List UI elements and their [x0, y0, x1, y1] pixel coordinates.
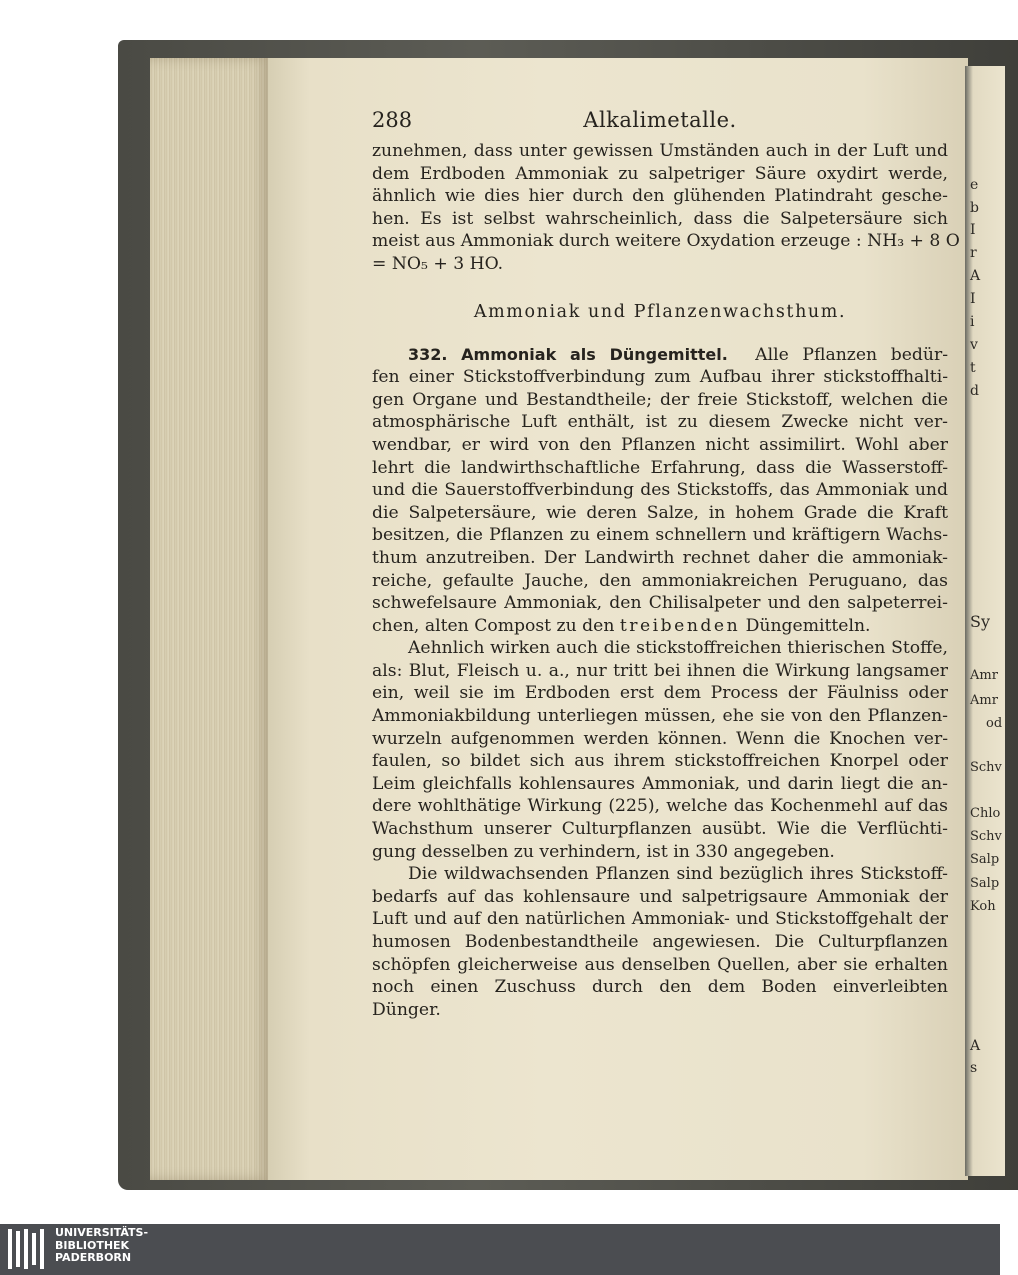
facing-page-fragment: t: [970, 360, 976, 376]
text-fragment: chen, alten Compost zu den: [372, 615, 620, 636]
text-line: thum anzutreiben. Der Landwirth rechnet daher die ammoniak-: [372, 547, 948, 568]
text-line: Aehnlich wirken auch die stickstoffreichen thierischen Stoffe,: [408, 638, 948, 659]
text-line: humosen Bodenbestandtheile angewiesen. Die Culturpflanzen: [372, 932, 948, 952]
section-number: 332.: [408, 344, 448, 364]
text-line: bedarfs auf das kohlensaure und salpetrigsaure Ammoniak der: [372, 886, 948, 907]
facing-page-fragment: s: [970, 1060, 978, 1076]
facing-page-fragment: Amr: [970, 668, 998, 683]
text-line: dere wohlthätige Wirkung (225), welche das Kochenmehl auf das: [372, 796, 948, 817]
text-line: schwefelsaure Ammoniak, den Chilisalpeter und den salpeterrei-: [372, 593, 948, 614]
page-text-block: [372, 108, 960, 1021]
facing-page-fragment: Schv: [970, 829, 1002, 844]
running-title: Alkalimetalle.: [583, 108, 737, 132]
page-edges: [150, 58, 270, 1180]
facing-page-fragment: i: [970, 314, 975, 330]
paragraph-332: [372, 344, 948, 638]
text-line: gung desselben zu verhindern, ist in 330 angegeben.: [372, 841, 835, 862]
logo-line: PADERBORN: [55, 1251, 132, 1264]
text-line: Leim gleichfalls kohlensaures Ammoniak, und darin liegt die an-: [372, 773, 948, 794]
text-line: [372, 344, 948, 367]
running-head: [372, 108, 948, 140]
text-line: hen. Es ist selbst wahrscheinlich, dass die Salpetersäure sich: [372, 208, 948, 229]
paragraph-2: [372, 637, 948, 863]
paragraph-3: [372, 863, 948, 1021]
text-line: faulen, so bildet sich aus ihrem stickstoffreichen Knorpel oder: [372, 751, 948, 772]
logo-line: BIBLIOTHEK: [55, 1238, 130, 1252]
text-line: ähnlich wie dies hier durch den glühenden Platindraht gesche-: [372, 186, 948, 207]
section-title: Ammoniak als Düngemittel.: [461, 344, 728, 364]
text-line: als: Blut, Fleisch u. a., nur tritt bei ihnen die Wirkung langsamer: [372, 660, 948, 681]
emphasized-word: treibenden: [619, 615, 741, 636]
library-logo-text[interactable]: [55, 1227, 148, 1265]
text-line: Dünger.: [372, 999, 441, 1020]
logo-line: UNIVERSITÄTS-: [55, 1226, 149, 1239]
facing-page-fragment: e: [970, 177, 979, 193]
library-logo-icon: [8, 1229, 48, 1271]
text-line: besitzen, die Pflanzen zu einem schnellern und kräftigern Wachs-: [372, 525, 948, 546]
facing-page-fragment: d: [970, 383, 979, 399]
text-line: = NO₅ + 3 HO.: [372, 253, 504, 274]
text-line: fen einer Stickstoffverbindung zum Aufbau ihrer stickstoffhalti-: [372, 367, 948, 388]
facing-page-fragment: Amr: [970, 693, 998, 708]
facing-page-fragment: Salp: [970, 852, 1000, 867]
text-line: [372, 615, 948, 638]
text-line: atmosphärische Luft enthält, ist zu diesem Zwecke nicht ver-: [372, 412, 948, 433]
page-number: 288: [372, 108, 413, 132]
facing-page-fragment: A: [970, 1038, 981, 1054]
section-heading: Ammoniak und Pflanzenwachsthum.: [473, 301, 847, 322]
facing-page-fragment: Sy: [970, 612, 990, 631]
text-line: reiche, gefaulte Jauche, den ammoniakreichen Peruguano, das: [372, 570, 948, 591]
facing-page-fragment: I: [970, 222, 976, 238]
intro-paragraph: [372, 140, 960, 276]
text-fragment: Düngemitteln.: [740, 615, 871, 636]
text-line: dem Erdboden Ammoniak zu salpetriger Säure oxydirt werde,: [372, 163, 948, 184]
text-line: gen Organe und Bestandtheile; der freie Stickstoff, welchen die: [372, 389, 948, 410]
facing-page-fragment: od: [986, 716, 1003, 731]
text-line: die Salpetersäure, wie deren Salze, in hohem Grade die Kraft: [372, 502, 948, 523]
text-line: wendbar, er wird von den Pflanzen nicht assimilirt. Wohl aber: [372, 434, 948, 455]
facing-page-fragment: b: [970, 200, 979, 216]
text-fragment: Alle Pflanzen bedür-: [755, 344, 949, 365]
text-line: lehrt die landwirthschaftliche Erfahrung, dass die Wasserstoff-: [372, 457, 948, 478]
facing-page-fragment: v: [970, 337, 978, 353]
text-line: ein, weil sie im Erdboden erst dem Process der Fäulniss oder: [372, 683, 948, 704]
text-line: noch einen Zuschuss durch den dem Boden einverleibten: [372, 977, 948, 998]
facing-page-fragment: Koh: [970, 899, 996, 914]
facing-page-fragment: Schv: [970, 760, 1002, 775]
text-line: Wachsthum unserer Culturpflanzen ausübt. Wie die Verflüchti-: [372, 819, 948, 840]
footer-bar: [0, 1224, 1000, 1275]
facing-page-fragment: A: [970, 268, 981, 284]
text-line: wurzeln aufgenommen werden können. Wenn die Knochen ver-: [372, 728, 948, 749]
facing-page-fragment: I: [970, 291, 976, 307]
text-line: Luft und auf den natürlichen Ammoniak- und Stickstoffgehalt der: [372, 909, 948, 930]
facing-page-fragment: r: [970, 245, 977, 261]
facing-page-fragment: Salp: [970, 876, 1000, 891]
text-line: Die wildwachsenden Pflanzen sind bezüglich ihres Stickstoff-: [408, 864, 948, 885]
text-line: zunehmen, dass unter gewissen Umständen auch in der Luft und: [372, 141, 948, 161]
text-line: meist aus Ammoniak durch weitere Oxydation erzeuge : NH₃ + 8 O: [372, 231, 960, 252]
text-line: schöpfen gleicherweise aus denselben Quellen, aber sie erhalten: [372, 954, 948, 975]
text-line: und die Sauerstoffverbindung des Stickstoffs, das Ammoniak und: [372, 480, 948, 501]
text-line: Ammoniakbildung unterliegen müssen, ehe sie von den Pflanzen-: [372, 706, 948, 727]
facing-page-fragment: Chlo: [970, 806, 1001, 821]
